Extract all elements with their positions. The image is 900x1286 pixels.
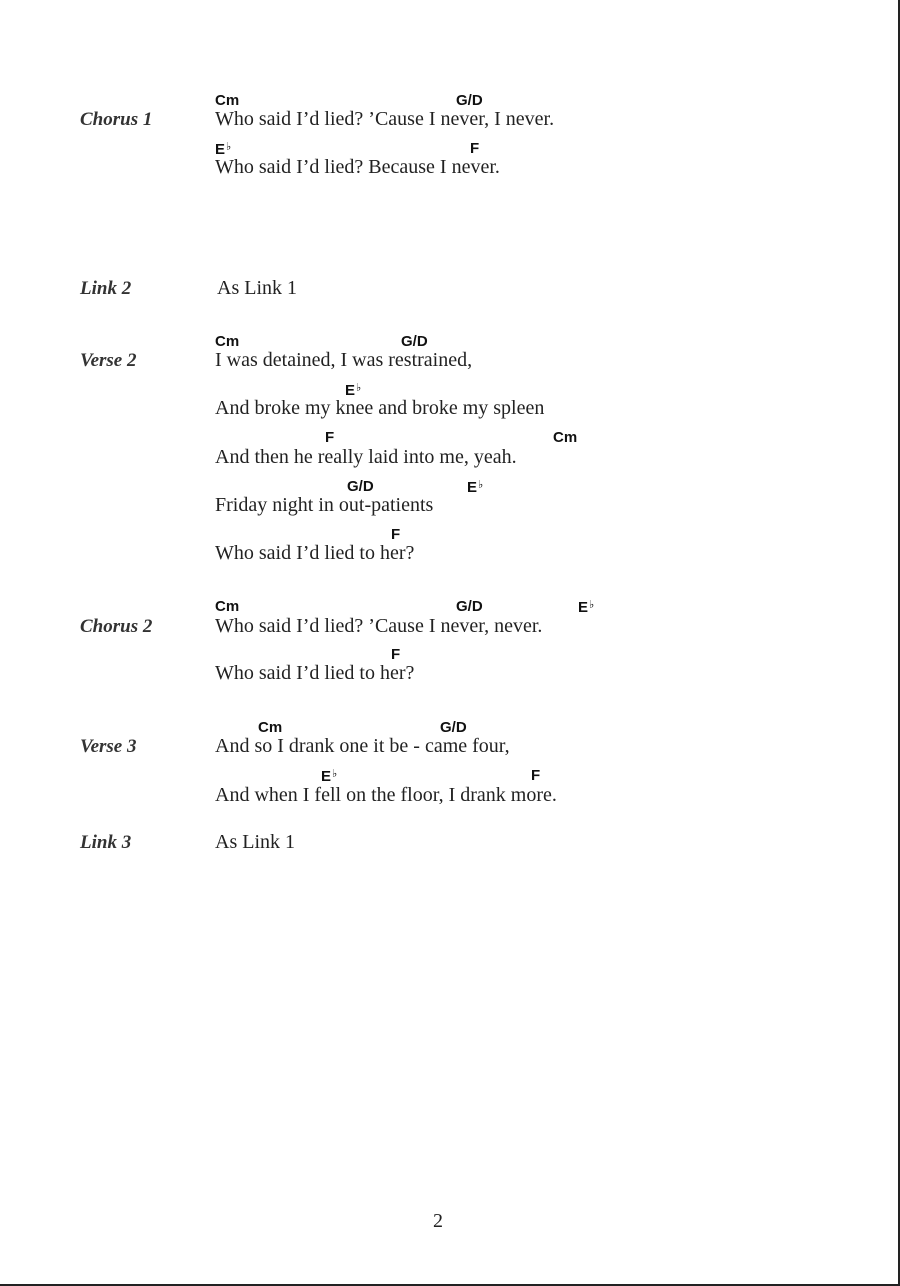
chord: Cm xyxy=(215,333,240,350)
chord: Cm xyxy=(258,719,283,736)
chord: G/D xyxy=(456,92,483,109)
chord: E♭ xyxy=(345,382,362,399)
section-label-chorus-1: Chorus 1 xyxy=(80,109,153,130)
section-label-link-3: Link 3 xyxy=(80,832,132,853)
chord: F xyxy=(325,429,335,446)
lyric-line: As Link 1 xyxy=(215,831,295,853)
lyric-line: And so I drank one it be - came four, xyxy=(215,735,510,757)
lyric-line: Friday night in out-patients xyxy=(215,494,434,516)
lyric-line: And then he really laid into me, yeah. xyxy=(215,446,517,468)
chord: F xyxy=(391,526,401,543)
page-number: 2 xyxy=(433,1210,443,1232)
section-label-verse-2: Verse 2 xyxy=(80,350,137,371)
chord: E♭ xyxy=(215,141,232,158)
chord: E♭ xyxy=(467,479,484,496)
chord: G/D xyxy=(456,598,483,615)
chord: Cm xyxy=(215,92,240,109)
lyric-line: And when I fell on the floor, I drank more. xyxy=(215,784,557,806)
section-label-verse-3: Verse 3 xyxy=(80,736,137,757)
lyric-line: I was detained, I was restrained, xyxy=(215,349,473,371)
chord: G/D xyxy=(347,478,374,495)
chord: E♭ xyxy=(321,768,338,785)
chord: G/D xyxy=(401,333,428,350)
section-label-link-2: Link 2 xyxy=(80,278,132,299)
chord: Cm xyxy=(553,429,578,446)
chord: Cm xyxy=(215,598,240,615)
section-label-chorus-2: Chorus 2 xyxy=(80,616,153,637)
lyric-line: Who said I’d lied to her? xyxy=(215,542,415,564)
lyric-line: Who said I’d lied? Because I never. xyxy=(215,156,500,178)
lyric-line: As Link 1 xyxy=(217,277,297,299)
lyric-line: Who said I’d lied to her? xyxy=(215,662,415,684)
chord: E♭ xyxy=(578,599,595,616)
lyric-line: Who said I’d lied? ’Cause I never, never. xyxy=(215,615,543,637)
chord: F xyxy=(470,140,480,157)
chord: F xyxy=(391,646,401,663)
lyric-line: And broke my knee and broke my spleen xyxy=(215,397,545,419)
chord: F xyxy=(531,767,541,784)
chord: G/D xyxy=(440,719,467,736)
lyric-line: Who said I’d lied? ’Cause I never, I never. xyxy=(215,108,555,130)
